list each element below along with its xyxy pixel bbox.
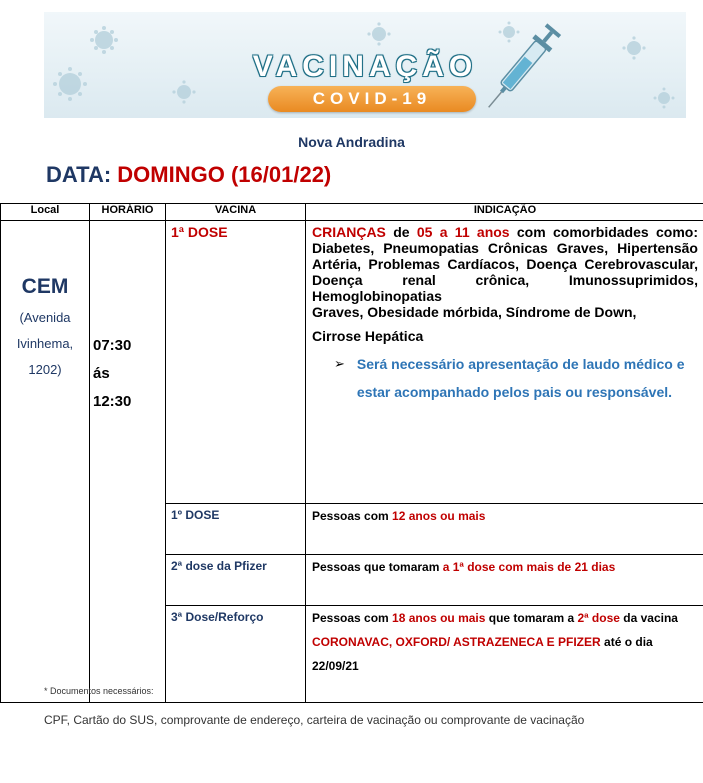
- indicacao-cell: [306, 555, 703, 606]
- vacina-cell: [166, 221, 306, 504]
- indication-text: [306, 606, 703, 678]
- banner-subtitle: COVID-19: [268, 86, 476, 112]
- banner-title: VACINAÇÃO: [252, 50, 478, 83]
- indication-segment: Graves, Obesidade mórbida, Síndrome de Down,: [312, 304, 637, 320]
- documents-note: * Documentos necessários:: [44, 686, 154, 696]
- indication-segment: Pessoas com: [312, 611, 393, 625]
- documents-list: CPF, Cartão do SUS, comprovante de endereço, carteira de vacinação ou comprovante de vacinação: [44, 713, 585, 727]
- vaccine-dose: 3ª Dose/Reforço: [171, 610, 264, 624]
- requirement-text: Será necessário apresentação de laudo médico e estar acompanhado pelos pais ou responsável.: [356, 356, 685, 400]
- indicacao-cell: [306, 504, 703, 555]
- header-indicacao: INDICAÇÃO: [306, 204, 703, 221]
- arrow-bullet-icon: ➢: [334, 356, 345, 371]
- vaccine-dose: 2ª dose da Pfizer: [171, 559, 267, 573]
- date-heading: [46, 162, 331, 188]
- indicacao-cell: [306, 606, 703, 703]
- indicacao-cell: [306, 221, 703, 504]
- date-label: DATA:: [46, 162, 112, 187]
- indication-segment: Pessoas que tomaram: [312, 560, 443, 574]
- schedule-time: [90, 221, 165, 416]
- virus-icon: [654, 88, 675, 109]
- highlight-text: CORONAVAC, OXFORD/ ASTRAZENECA E PFIZER: [312, 635, 601, 649]
- indication-text: [306, 221, 703, 406]
- highlight-text: CRIANÇAS: [312, 224, 386, 240]
- date-value: DOMINGO (16/01/22): [117, 162, 332, 187]
- address-line: (Avenida: [19, 310, 71, 325]
- virus-icon: [367, 22, 390, 45]
- vaccine-dose: 1º DOSE: [171, 508, 220, 522]
- indication-paragraph: [312, 224, 698, 304]
- address-line: Ivinhema,: [16, 336, 74, 351]
- vacina-cell: [166, 504, 306, 555]
- time-start: 07:30: [93, 337, 132, 354]
- vacina-cell: [166, 555, 306, 606]
- highlight-text: a 1ª dose com mais de 21 dias: [442, 560, 616, 574]
- time-separator: ás: [93, 365, 110, 382]
- time-end: 12:30: [93, 393, 132, 410]
- indication-segment: até o dia 22/09/21: [312, 635, 653, 673]
- requirement-bullet: [334, 350, 698, 406]
- local-cell: [1, 221, 90, 703]
- location-address: [1, 305, 89, 383]
- table-header-row: [1, 204, 703, 221]
- vaccine-dose: 1ª DOSE: [171, 224, 228, 240]
- vaccination-schedule-table: [0, 203, 703, 703]
- indication-segment: de: [385, 224, 417, 240]
- highlight-text: 12 anos ou mais: [392, 509, 486, 523]
- indication-text: [306, 555, 703, 575]
- indication-segment: com comorbidades como: Diabetes, Pneumopatias Crônicas Graves, Hipertensão Artéria, Problemas Cardíacos, Doença Cerebrovascular, Doença renal crônica, Imunossuprimidos, Hemoglobinopatias: [312, 224, 698, 304]
- header-local: Local: [1, 204, 90, 221]
- location-name: CEM: [21, 275, 69, 298]
- indication-segment: que tomaram a: [485, 611, 578, 625]
- header-horario: HORÁRIO: [90, 204, 166, 221]
- vaccination-banner: [44, 12, 686, 118]
- horario-cell: [90, 221, 166, 703]
- highlight-text: 05 a 11 anos: [416, 224, 510, 240]
- vacina-cell: [166, 606, 306, 703]
- highlight-text: 2ª dose: [577, 611, 620, 625]
- indication-segment: Cirrose Hepática: [312, 328, 424, 344]
- indication-segment: da vacina: [619, 611, 678, 625]
- address-line: 1202): [28, 362, 62, 377]
- indication-text: [306, 504, 703, 524]
- highlight-text: 18 anos ou mais: [392, 611, 486, 625]
- table-row: [1, 221, 703, 504]
- city-name: Nova Andradina: [298, 134, 405, 150]
- indication-segment: Pessoas com: [312, 509, 393, 523]
- header-vacina: VACINA: [166, 204, 306, 221]
- virus-icon: [499, 22, 520, 43]
